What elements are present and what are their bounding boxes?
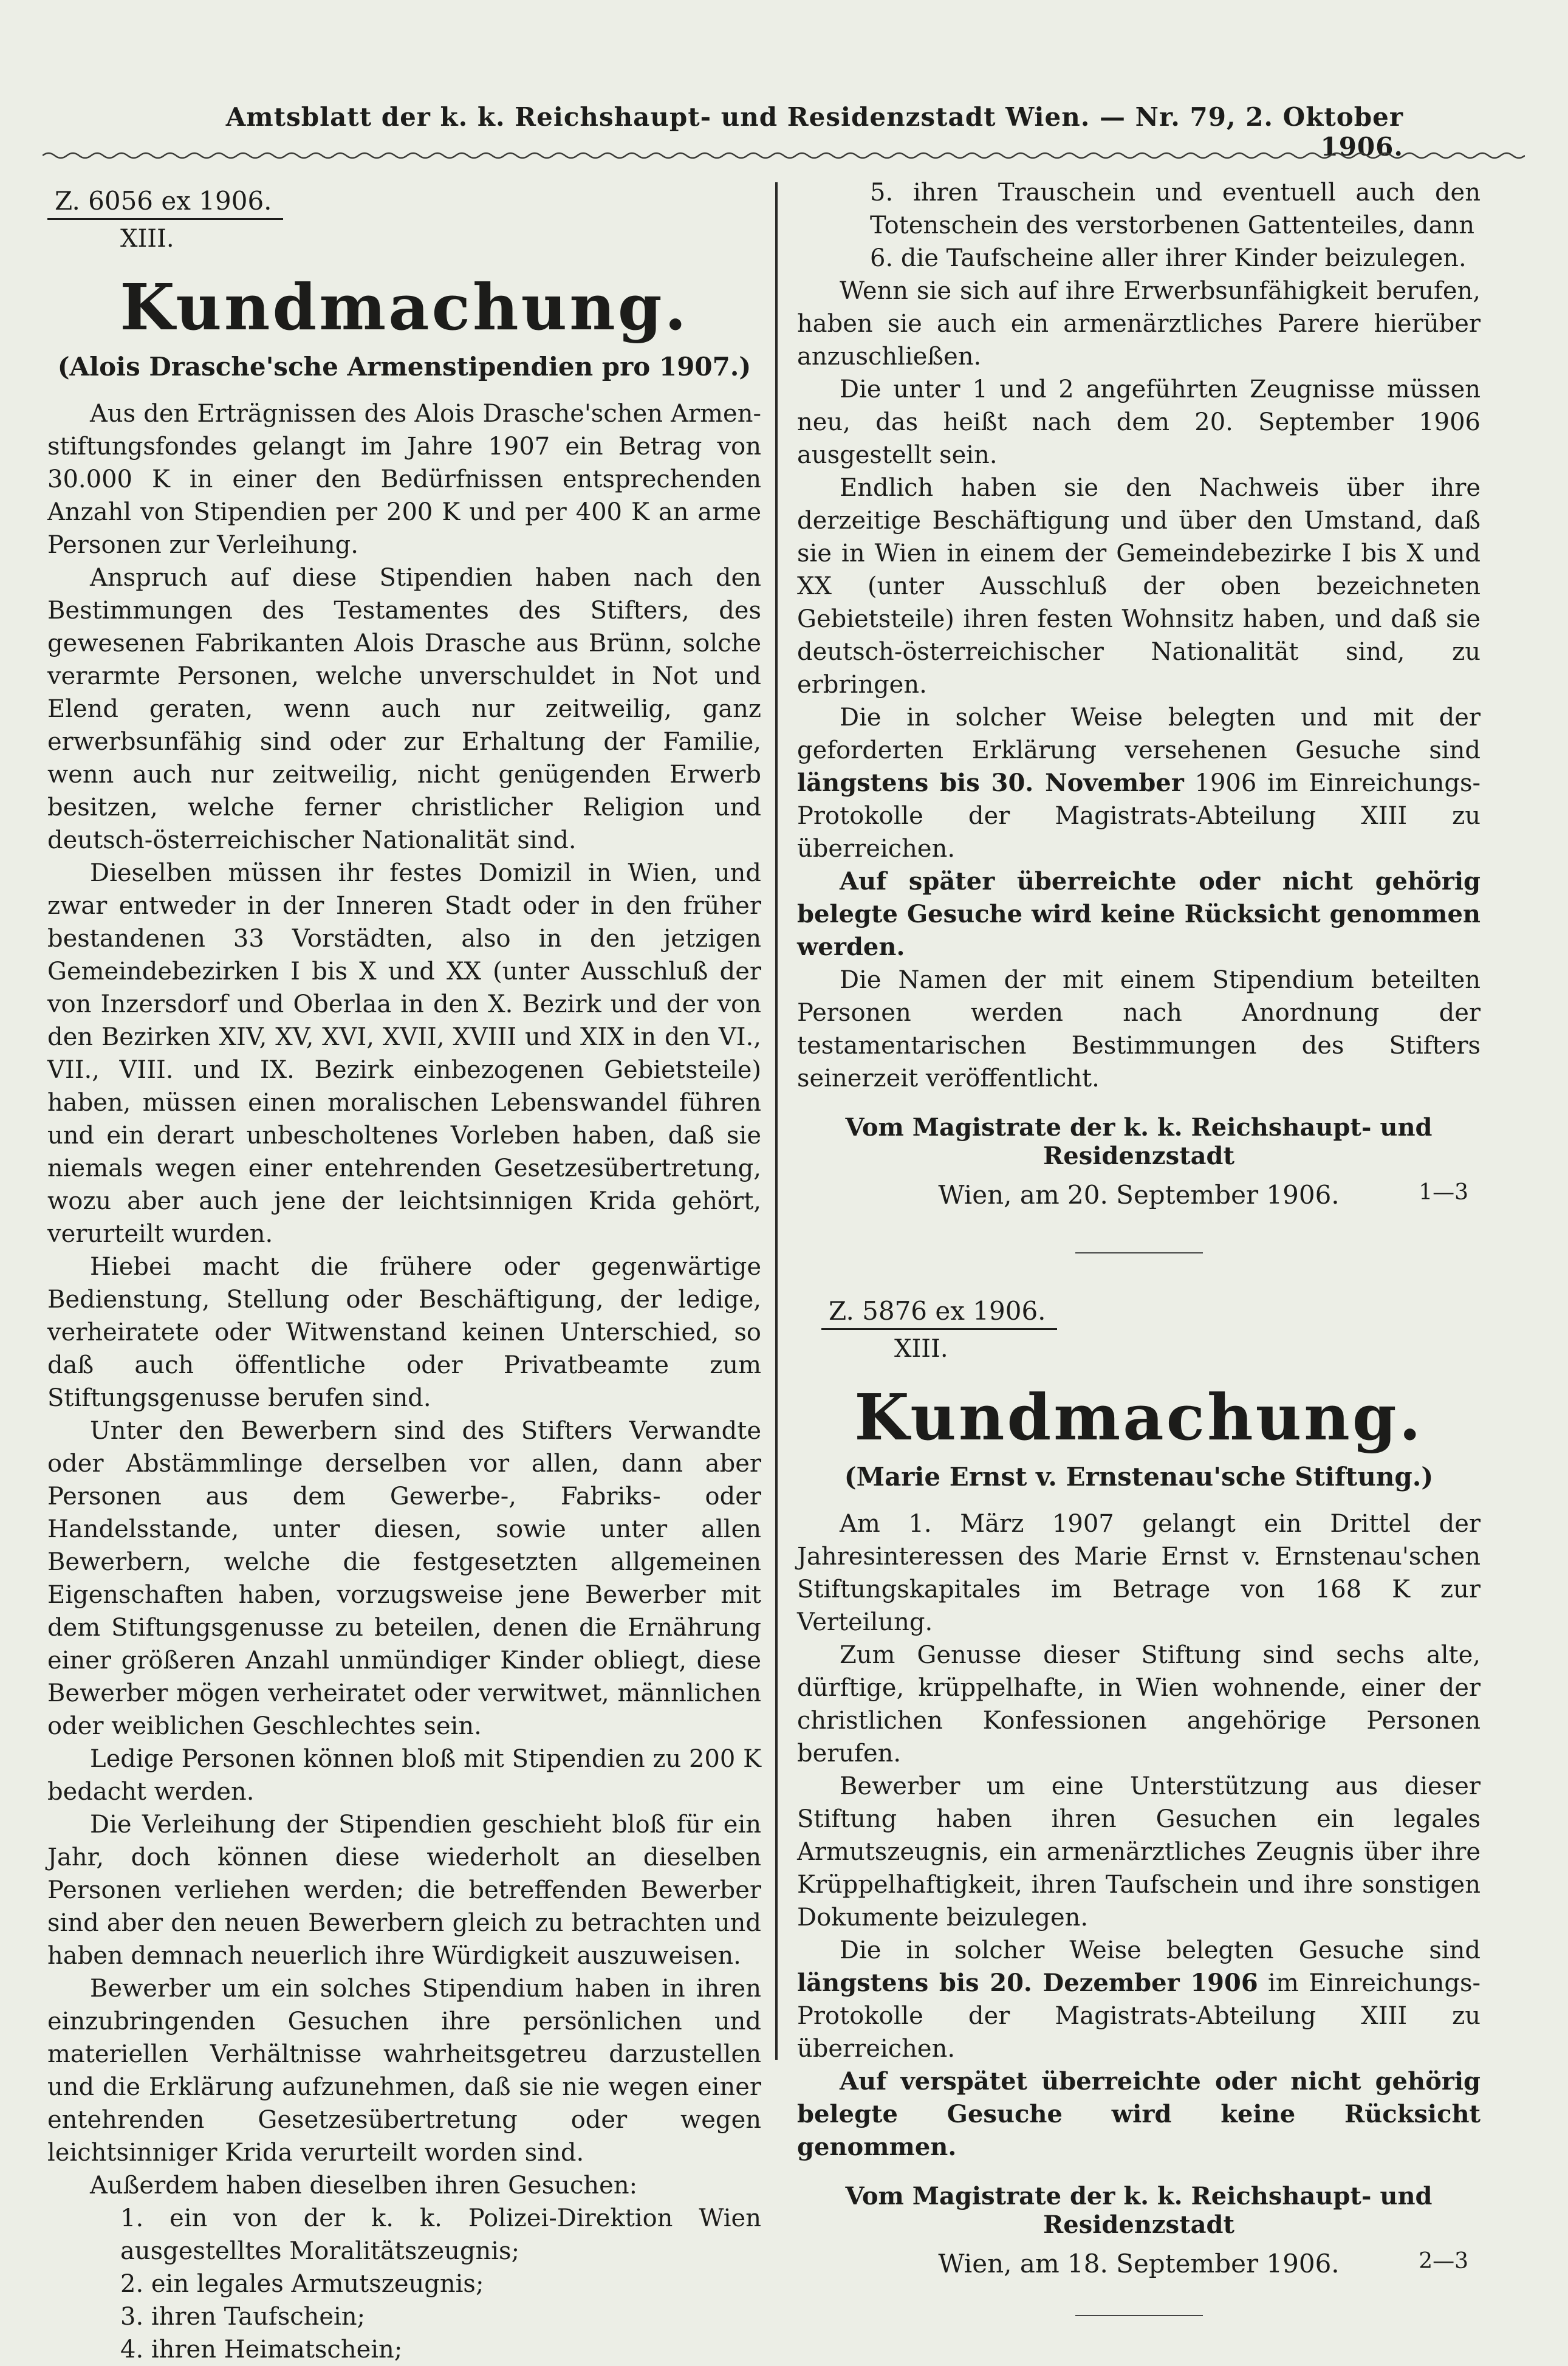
paragraph: Am 1. März 1907 gelangt ein Drittel der Jahresinteressen des Marie Ernst v. Ernstenau'schen Stiftungskapitales im Betrage von 168 K zur Verteilung. xyxy=(797,1510,1481,1636)
right-column xyxy=(797,176,1481,2359)
paragraph: Ledige Personen können bloß mit Stipendien zu 200 K bedacht werden. xyxy=(47,1745,761,1806)
paragraph: Endlich haben sie den Nachweis über ihre derzeitige Beschäftigung und über den Umstand, daß sie in Wien in einem der Gemeindebezirke I bis X und XX (unter Ausschluß der oben bezeichneten Gebietsteile) ihren festen Wohnsitz haben, und daß sie deutsch-österreichischer Nationalität sind, zu erbringen. xyxy=(797,474,1481,699)
signature-line: Vom Magistrate der k. k. Reichshaupt- und Residenzstadt xyxy=(845,1113,1433,1170)
list-item: 1. ein von der k. k. Polizei-Direktion Wien ausgestelltes Moralitätszeugnis; xyxy=(120,2204,761,2265)
date-text: Wien, am 18. September 1906. xyxy=(938,2249,1340,2279)
list-item: 5. ihren Trauschein und eventuell auch den Totenschein des verstorbenen Gattenteiles, dann xyxy=(870,179,1481,239)
notice-subtitle: (Marie Ernst v. Ernstenau'sche Stiftung.) xyxy=(844,1462,1434,1492)
department-number: XIII. xyxy=(120,225,174,253)
deadline-text: Die in solcher Weise belegten Gesuche sind xyxy=(840,1936,1481,1964)
reference-number: Z. 6056 ex 1906. xyxy=(47,186,283,220)
issue-sequence: 2—3 xyxy=(1419,2249,1468,2274)
date-text: Wien, am 20. September 1906. xyxy=(938,1180,1340,1210)
deadline-text-end: 1906 im Einreichungs-Protokolle der Magistrats-Abteilung XIII zu überreichen. xyxy=(797,769,1481,863)
page-header: Amtsblatt der k. k. Reichshaupt- und Residenzstadt Wien. — Nr. 79, 2. Oktober 1906. xyxy=(225,102,1403,162)
department-number: XIII. xyxy=(894,1335,948,1363)
paragraph: Unter den Bewerbern sind des Stifters Verwandte oder Abstämmlinge derselben vor allen, dann aber Personen aus dem Gewerbe-, Fabriks- oder Handelsstande, unter diesen, sowie unter allen Bewerbern, welche die festgesetzten allgemeinen Eigenschaften haben, vorzugsweise jene Bewerber mit dem Stiftungsgenusse zu beteilen, denen die Ernährung einer größeren Anzahl unmündiger Kinder obliegt, diese Bewerber mögen verheiratet oder verwitwet, männlichen oder weiblichen Geschlechtes sein. xyxy=(47,1417,761,1740)
paragraph: Die Namen der mit einem Stipendium beteilten Personen werden nach Anordnung der testamentarischen Bestimmungen des Stifters seinerzeit veröffentlicht. xyxy=(797,966,1481,1092)
paragraph: Die Verleihung der Stipendien geschieht bloß für ein Jahr, doch können diese wiederholt an dieselben Personen verliehen werden; die betreffenden Bewerber sind aber den neuen Bewerbern gleich zu betrachten und haben demnach neuerlich ihre Würdigkeit auszuweisen. xyxy=(47,1811,761,1970)
date-line xyxy=(797,2249,1481,2279)
notice-reference xyxy=(797,1296,1481,1363)
deadline-text-end: im Einreichungs-Protokolle der Magistrats-Abteilung XIII zu überreichen. xyxy=(797,1969,1481,2063)
deadline-paragraph xyxy=(797,1934,1481,2065)
reference-number: Z. 5876 ex 1906. xyxy=(821,1296,1057,1330)
document-list-continued xyxy=(797,176,1481,275)
paragraph: Aus den Erträgnissen des Alois Drasche'schen Armen-stiftungsfondes gelangt im Jahre 1907 ein Betrag von 30.000 K in einer den Bedürfnissen entsprechenden Anzahl von Stipendien per 200 K und per 400 K an arme Personen zur Verleihung. xyxy=(47,400,761,559)
deadline-paragraph xyxy=(797,701,1481,865)
notice-subtitle: (Alois Drasche'sche Armenstipendien pro 1907.) xyxy=(57,352,751,382)
paragraph: Dieselben müssen ihr festes Domizil in Wien, und zwar entweder in der Inneren Stadt oder in den früher bestandenen 33 Vorstädten, also in den jetzigen Gemeindebezirken I bis X und XX (unter Ausschluß der von Inzersdorf und Oberlaa in den X. Bezirk und der von den Bezirken XIV, XV, XVI, XVII, XVIII und XIX in den VI., VII., VIII. und IX. Bezirk einbezogenen Gebietsteile) haben, müssen einen moralischen Lebenswandel führen und ein derart unbescholtenes Vorleben haben, daß sie niemals wegen einer entehrenden Gesetzesübertretung, wozu aber auch jene der leichtsinnigen Krida gehört, verurteilt wurden. xyxy=(47,859,761,1248)
list-item: 3. ihren Taufschein; xyxy=(120,2303,366,2331)
paragraph: Die unter 1 und 2 angeführten Zeugnisse müssen neu, das heißt nach dem 20. September 1906 ausgestellt sein. xyxy=(797,375,1481,469)
paragraph: Außerdem haben dieselben ihren Gesuchen: xyxy=(90,2172,638,2200)
paragraph: Bewerber um ein solches Stipendium haben in ihren einzubringenden Gesuchen ihre persönlichen und materiellen Verhältnisse wahrheitsgetreu darzustellen und die Erklärung aufzunehmen, daß sie nie wegen einer entehrenden Gesetzesübertretung oder wegen leichtsinniger Krida verurteilt worden sind. xyxy=(47,1975,761,2167)
left-column xyxy=(47,176,761,2366)
notice-reference xyxy=(47,186,761,253)
list-item: 6. die Taufscheine aller ihrer Kinder beizulegen. xyxy=(870,244,1467,272)
column-divider xyxy=(775,182,778,2060)
paragraph: Anspruch auf diese Stipendien haben nach den Bestimmungen des Testamentes des Stifters, des gewesenen Fabrikanten Alois Drasche aus Brünn, solche verarmte Personen, welche unverschuldet in Not und Elend geraten, wenn auch nur zeitweilig, ganz erwerbsunfähig sind oder zur Erhaltung der Familie, wenn auch nur zeitweilig, nicht genügenden Erwerb besitzen, welche ferner christlicher Religion und deutsch-österreichischer Nationalität sind. xyxy=(47,564,761,854)
separator-rule xyxy=(1075,2315,1203,2316)
deadline-emphasis: längstens bis 30. November xyxy=(797,769,1184,797)
list-item: 2. ein legales Armutszeugnis; xyxy=(120,2270,484,2298)
paragraph: Wenn sie sich auf ihre Erwerbsunfähigkeit berufen, haben sie auch ein armenärztliches Parere hierüber anzuschließen. xyxy=(797,277,1481,371)
paragraph: Hiebei macht die frühere oder gegenwärtige Bedienstung, Stellung oder Beschäftigung, der ledige, verheiratete oder Witwenstand keinen Unterschied, so daß auch öffentliche oder Privatbeamte zum Stiftungsgenusse berufen sind. xyxy=(47,1253,761,1412)
deadline-text: Die in solcher Weise belegten und mit der geforderten Erklärung versehenen Gesuche sind xyxy=(797,704,1481,764)
list-item: 4. ihren Heimatschein; xyxy=(120,2336,403,2364)
notice-title: Kundmachung. xyxy=(854,1380,1423,1455)
document-list xyxy=(47,2202,761,2366)
paragraph: Bewerber um eine Unterstützung aus dieser Stiftung haben ihren Gesuchen ein legales Armutszeugnis, ein armenärztliches Zeugnis über ihre Krüppelhaftigkeit, ihren Taufschein und ihre sonstigen Dokumente beizulegen. xyxy=(797,1772,1481,1932)
deadline-emphasis: längstens bis 20. Dezember 1906 xyxy=(797,1969,1258,1997)
warning-paragraph: Auf später überreichte oder nicht gehörig belegte Gesuche wird keine Rücksicht genommen werden. xyxy=(797,867,1481,961)
header-wavy-rule xyxy=(43,149,1525,162)
warning-paragraph: Auf verspätet überreichte oder nicht gehörig belegte Gesuche wird keine Rücksicht genommen. xyxy=(797,2067,1481,2161)
paragraph: Zum Genusse dieser Stiftung sind sechs alte, dürftige, krüppelhafte, in Wien wohnende, einer der christlichen Konfessionen angehörige Personen berufen. xyxy=(797,1641,1481,1768)
separator-rule xyxy=(1075,1252,1203,1253)
signature-line: Vom Magistrate der k. k. Reichshaupt- und Residenzstadt xyxy=(845,2182,1433,2239)
issue-sequence: 1—3 xyxy=(1419,1180,1468,1205)
date-line xyxy=(797,1180,1481,1210)
notice-title: Kundmachung. xyxy=(120,270,689,345)
